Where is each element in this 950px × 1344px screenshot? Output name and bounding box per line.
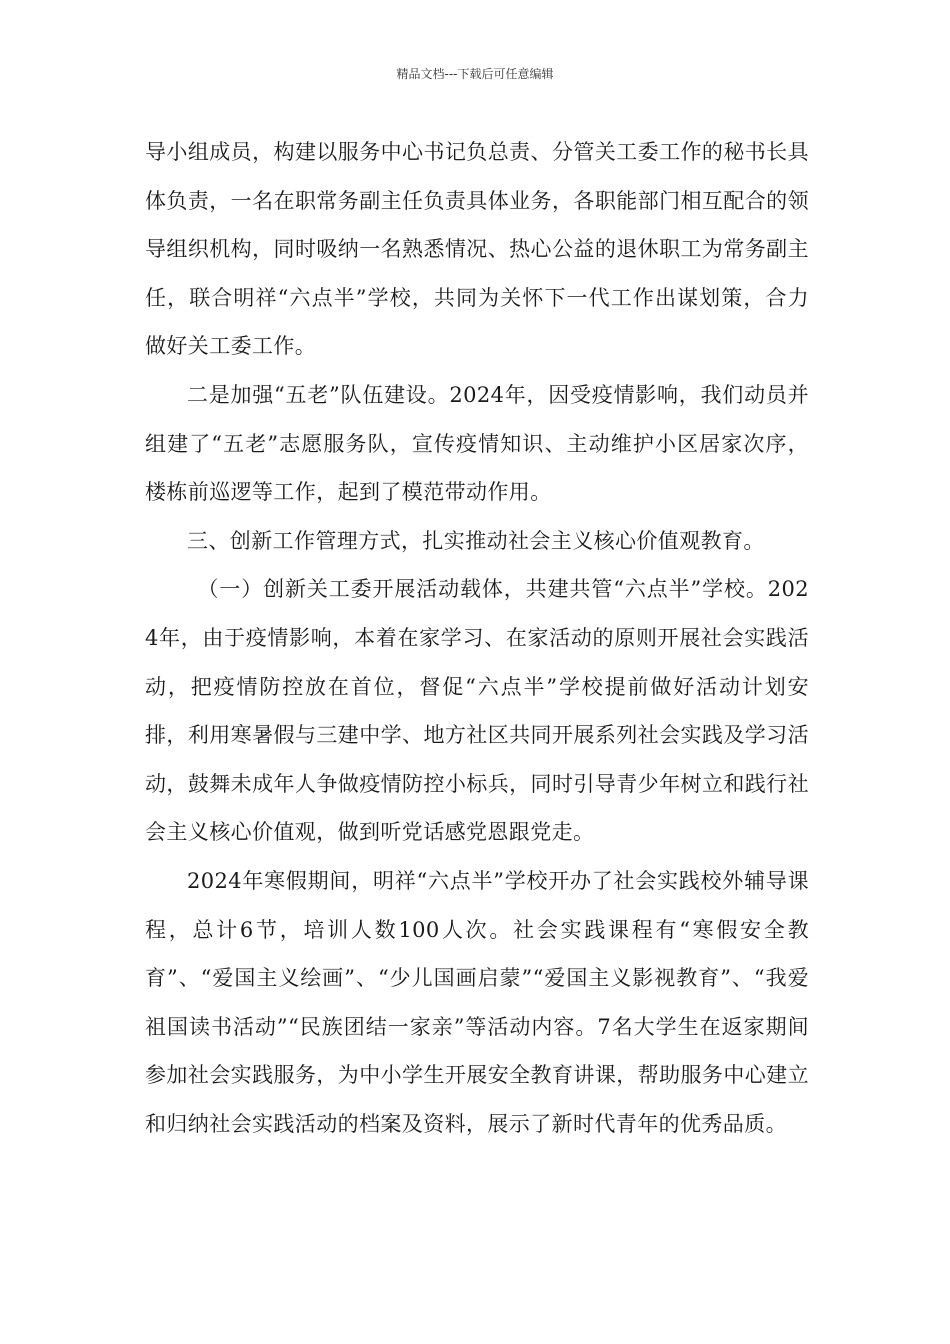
section-heading-innovation: 三、创新工作管理方式，扎实推动社会主义核心价值观教育。 xyxy=(187,528,765,553)
paragraph-winter-break: 2024年寒假期间，明祥“六点半”学校开办了社会实践校外辅导课程，总计6节，培训人数100人次。社会实践课程有“寒假安全教育”、“爱国主义绘画”、“少儿国画启蒙”“爱国主义影视教育”、“我爱祖国读书活动”“民族团结一家亲”等活动内容。7名大学生在返家期间参加社会实践服务，为中小学生开展安全教育讲课，帮助服务中心建立和归纳社会实践活动的档案及资料，展示了新时代青年的优秀品质。 xyxy=(145,868,809,1136)
page-header: 精品文档---下载后可任意编辑 xyxy=(396,67,554,81)
paragraph-five-elders: 二是加强“五老”队伍建设。2024年，因受疫情影响，我们动员并组建了“五老”志愿服务队，宣传疫情知识、主动维护小区居家次序，楼栋前巡逻等工作，起到了模范带动作用。 xyxy=(145,382,809,505)
paragraph-six-thirty-school: （一）创新关工委开展活动载体，共建共管“六点半”学校。2024年，由于疫情影响，本着在家学习、在家活动的原则开展社会实践活动，把疫情防控放在首位，督促“六点半”学校提前做好活动计划安排，利用寒暑假与三建中学、地方社区共同开展系列社会实践及学习活动，鼓舞未成年人争做疫情防控小标兵，同时引导青少年树立和践行社会主义核心价值观，做到听党话感党恩跟党走。 xyxy=(145,577,809,845)
document-body xyxy=(145,128,809,1148)
paragraph-leading-organization: 导小组成员，构建以服务中心书记负总责、分管关工委工作的秘书长具体负责，一名在职常务副主任负责具体业务，各职能部门相互配合的领导组织机构，同时吸纳一名熟悉情况、热心公益的退休职工为常务副主任，联合明祥“六点半”学校，共同为关怀下一代工作出谋划策，合力做好关工委工作。 xyxy=(145,140,809,359)
